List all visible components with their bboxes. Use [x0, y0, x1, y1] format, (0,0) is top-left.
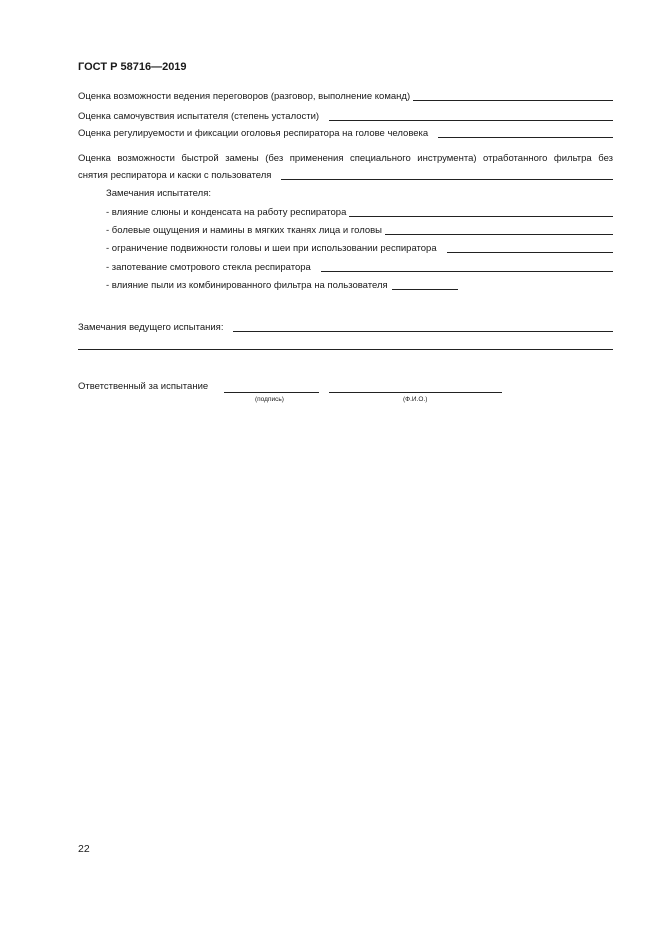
filter-replace-line1: Оценка возможности быстрой замены (без применения специального инструмента) отработанного фильтра без [78, 153, 613, 164]
tester-remarks-title-row [106, 188, 613, 200]
lead-remarks-field-2[interactable] [78, 349, 613, 350]
tester-remarks-title: Замечания испытателя: [106, 188, 211, 199]
remark-label: - запотевание смотрового стекла респиратора [106, 262, 311, 273]
filter-replace-row [78, 170, 613, 182]
signature-caption: (подпись) [255, 396, 284, 403]
remark-label: - влияние слюны и конденсата на работу респиратора [106, 207, 347, 218]
remark-row [106, 225, 613, 237]
name-field[interactable] [329, 392, 502, 393]
lead-remarks-label: Замечания ведущего испытания: [78, 322, 224, 333]
page-number: 22 [78, 843, 90, 855]
wellbeing-field[interactable] [329, 119, 613, 121]
remark-row [106, 207, 613, 219]
negotiation-label: Оценка возможности ведения переговоров (разговор, выполнение команд) [78, 91, 411, 102]
name-caption: (Ф.И.О.) [403, 396, 428, 403]
headharness-row [78, 128, 613, 140]
remark-field[interactable] [349, 215, 613, 217]
remark-label: - ограничение подвижности головы и шеи при использовании респиратора [106, 243, 437, 254]
wellbeing-row [78, 111, 613, 123]
signature-field[interactable] [224, 392, 319, 393]
remark-row [106, 280, 458, 292]
responsible-label: Ответственный за испытание [78, 381, 209, 392]
remark-field[interactable] [392, 288, 458, 290]
negotiation-field[interactable] [413, 99, 613, 101]
remark-row [106, 262, 613, 274]
negotiation-row [78, 91, 613, 103]
remark-row [106, 243, 613, 255]
headharness-label: Оценка регулируемости и фиксации оголовья респиратора на голове человека [78, 128, 429, 139]
standard-header: ГОСТ Р 58716—2019 [78, 61, 187, 73]
wellbeing-label: Оценка самочувствия испытателя (степень усталости) [78, 111, 320, 122]
headharness-field[interactable] [438, 136, 613, 138]
filter-replace-line2: снятия респиратора и каски с пользователя [78, 170, 272, 181]
remark-field[interactable] [321, 270, 613, 272]
remark-field[interactable] [385, 233, 613, 235]
remark-field[interactable] [447, 251, 613, 253]
lead-remarks-row [78, 322, 613, 334]
filter-replace-field[interactable] [281, 178, 613, 180]
lead-remarks-field[interactable] [233, 330, 613, 332]
remark-label: - болевые ощущения и намины в мягких тканях лица и головы [106, 225, 383, 236]
remark-label: - влияние пыли из комбинированного фильтра на пользователя [106, 280, 388, 291]
